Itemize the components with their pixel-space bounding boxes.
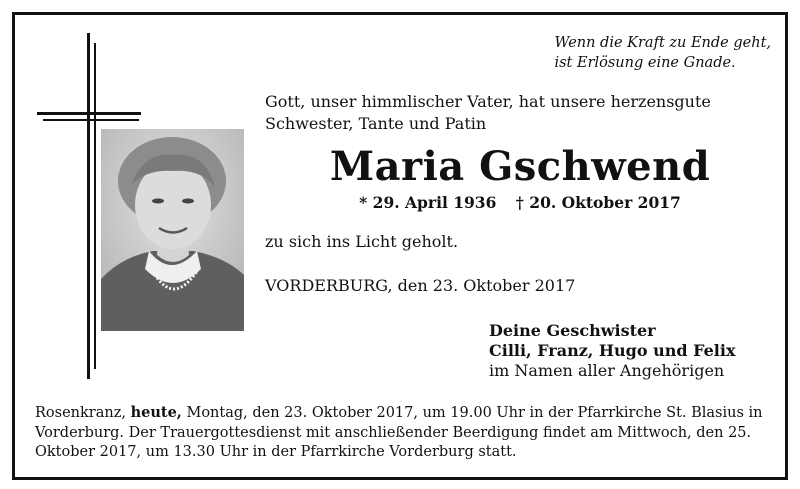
footer-emphasis: heute,	[130, 404, 182, 421]
cross-vertical-bar	[87, 33, 90, 379]
signature-line: Cilli, Franz, Hugo und Felix	[489, 341, 736, 360]
cross-horizontal-bar	[43, 119, 139, 121]
footer-text: Rosenkranz,	[35, 405, 131, 421]
footer-text: Montag, den 23. Oktober 2017, um 19.00 Uhr in der Pfarrkirche St. Blasius in Vorderburg. Der Trauergottesdienst mit anschließender Beerdigung findet am Mittwoch, den 25. Oktober 2017, um 13.30 Uhr in der Pfarrkirche Vorderburg statt.	[35, 405, 763, 460]
deceased-name: Maria Gschwend	[329, 143, 711, 190]
closing-phrase: zu sich ins Licht geholt.	[265, 232, 459, 251]
cross-horizontal-bar	[37, 112, 141, 115]
portrait-photo-graphic	[101, 129, 244, 331]
intro-line: Gott, unser himmlischer Vater, hat unsere herzensgute	[265, 92, 711, 111]
place-and-date: VORDERBURG, den 23. Oktober 2017	[265, 276, 576, 295]
portrait-photo	[101, 129, 244, 331]
intro-text	[265, 91, 775, 135]
signature-line: Deine Geschwister	[489, 321, 656, 340]
life-dates	[265, 193, 775, 213]
obituary-card	[12, 12, 788, 480]
cross-vertical-bar	[94, 43, 96, 369]
signature-block	[489, 321, 735, 381]
epigraph-quote	[554, 33, 771, 73]
quote-line: Wenn die Kraft zu Ende geht,	[554, 35, 771, 51]
intro-line: Schwester, Tante und Patin	[265, 114, 487, 133]
quote-line: ist Erlösung eine Gnade.	[554, 55, 736, 71]
signature-line: im Namen aller Angehörigen	[489, 361, 725, 380]
service-details	[35, 403, 775, 463]
death-date: † 20. Oktober 2017	[515, 193, 681, 212]
birth-date: * 29. April 1936	[359, 193, 497, 212]
